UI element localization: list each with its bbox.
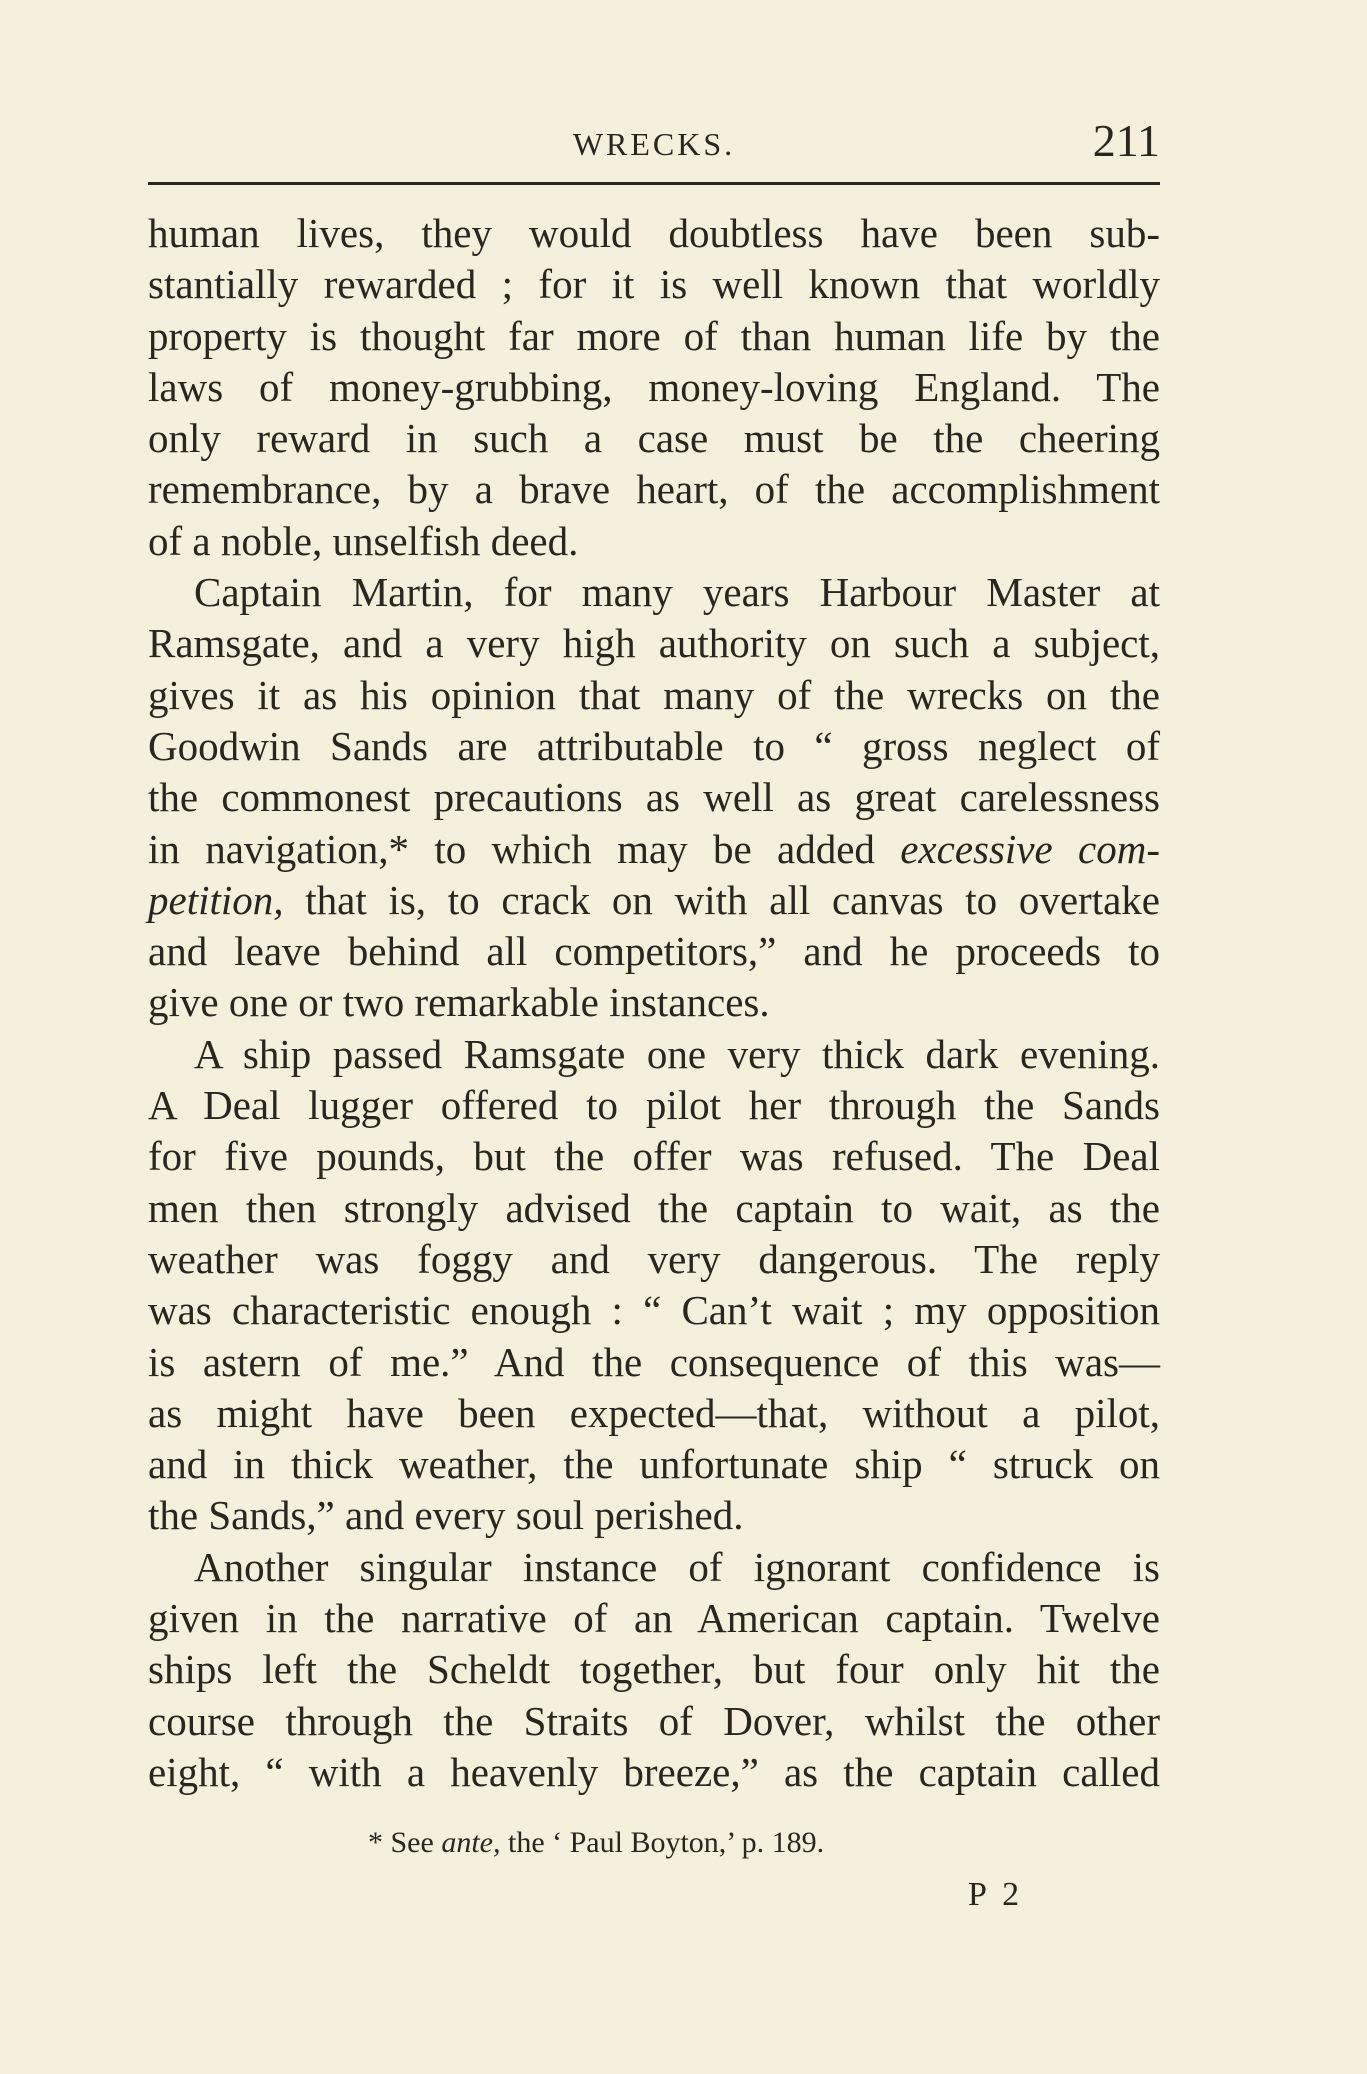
running-head <box>148 112 1160 172</box>
footnote-suffix: the ‘ Paul Boyton,’ p. 189. <box>507 1826 825 1859</box>
text-line: for five pounds, but the offer was refused. The Deal <box>148 1133 1160 1180</box>
body-text <box>148 208 1160 1798</box>
text-line: given in the narrative of an American captain. Twelve <box>148 1595 1160 1642</box>
italic-run: excessive com- <box>900 825 1161 872</box>
text-line: the Sands,” and every soul perished. <box>148 1492 744 1539</box>
text-line: course through the Straits of Dover, whilst the other <box>148 1697 1160 1744</box>
text-line: the commonest precautions as well as great carelessness <box>148 774 1160 821</box>
text-line: Goodwin Sands are attributable to “ gross neglect of <box>148 722 1160 769</box>
italic-run: petition, <box>148 876 284 923</box>
text-line: of a noble, unselfish deed. <box>148 517 579 564</box>
running-title: WRECKS. <box>572 126 736 162</box>
footnote-italic: ante, <box>441 1826 501 1859</box>
text-line: Ramsgate, and a very high authority on such a subject, <box>148 620 1160 667</box>
roman-run: that is, to crack on with all canvas to overtake <box>305 876 1160 923</box>
text-line-mixed <box>148 875 1160 926</box>
text-line: as might have been expected—that, without a pilot, <box>148 1389 1160 1436</box>
text-line: A Deal lugger offered to pilot her through the Sands <box>148 1082 1160 1129</box>
text-line: laws of money-grubbing, money-loving England. The <box>148 363 1160 410</box>
text-line: Another singular instance of ignorant confidence is <box>194 1543 1160 1590</box>
text-line: men then strongly advised the captain to wait, as the <box>148 1184 1160 1231</box>
signature-mark: P 2 <box>968 1876 1024 1913</box>
text-line: stantially rewarded ; for it is well known that worldly <box>148 261 1160 308</box>
text-line: A ship passed Ramsgate one very thick dark evening. <box>194 1030 1160 1077</box>
footnote <box>368 1826 824 1860</box>
text-line: gives it as his opinion that many of the wrecks on the <box>148 671 1160 718</box>
roman-run: in navigation,* to which may be added <box>148 825 875 872</box>
text-line: ships left the Scheldt together, but four only hit the <box>148 1646 1160 1693</box>
text-line: remembrance, by a brave heart, of the accomplishment <box>148 466 1160 513</box>
text-line: weather was foggy and very dangerous. The reply <box>148 1235 1160 1282</box>
text-line: only reward in such a case must be the cheering <box>148 415 1160 462</box>
text-line: eight, “ with a heavenly breeze,” as the captain called <box>148 1748 1160 1795</box>
text-line: is astern of me.” And the consequence of this was— <box>148 1338 1160 1385</box>
header-rule <box>148 182 1160 185</box>
page-number: 211 <box>1092 115 1160 166</box>
text-line-mixed <box>148 824 1160 875</box>
text-line: and in thick weather, the unfortunate ship “ struck on <box>148 1441 1160 1488</box>
text-line: and leave behind all competitors,” and he proceeds to <box>148 928 1160 975</box>
text-line: was characteristic enough : “ Can’t wait ; my opposition <box>148 1287 1160 1334</box>
text-line: give one or two remarkable instances. <box>148 979 770 1026</box>
text-line: property is thought far more of than human life by the <box>148 312 1160 359</box>
text-line: human lives, they would doubtless have been sub- <box>148 210 1160 256</box>
text-line: Captain Martin, for many years Harbour Master at <box>194 569 1160 616</box>
footnote-prefix: * See <box>368 1826 434 1859</box>
